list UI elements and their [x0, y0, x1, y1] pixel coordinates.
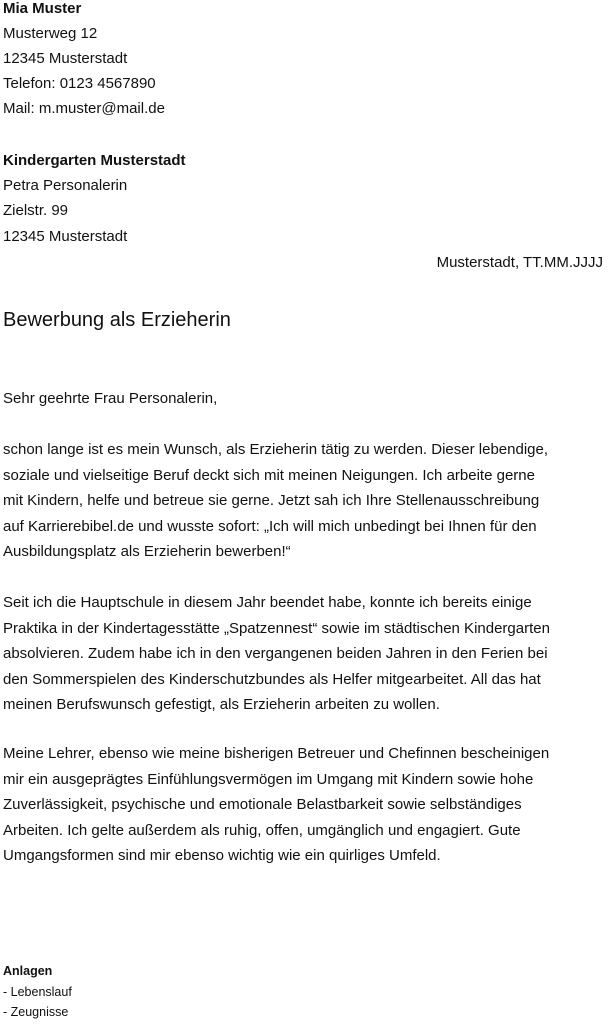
paragraph-line: schon lange ist es mein Wunsch, als Erzieherin tätig zu werden. Dieser lebendige, [3, 441, 549, 458]
letter-subject: Bewerbung als Erzieherin [3, 309, 231, 331]
paragraph-line: mit Kindern, helfe und betreue sie gerne. Jetzt sah ich Ihre Stellenausschreibung [3, 492, 540, 509]
paragraph-line: Praktika in der Kindertagesstätte „Spatzennest“ sowie im städtischen Kindergarten [3, 619, 550, 637]
recipient-city: 12345 Musterstadt [3, 228, 128, 245]
body-paragraph-3 [3, 741, 603, 869]
paragraph-line: Zuverlässigkeit, psychische und emotionale Belastbarkeit sowie selbständiges [3, 796, 522, 813]
paragraph-line: mir ein ausgeprägtes Einfühlungsvermögen im Umgang mit Kindern sowie hohe [3, 770, 534, 788]
sender-street: Musterweg 12 [3, 25, 98, 42]
paragraph-line: auf Karrierebibel.de und wusste sofort: „Ich will mich unbedingt bei Ihnen für den [3, 517, 537, 535]
paragraph-line: Arbeiten. Ich gelte außerdem als ruhig, offen, umgänglich und engagiert. Gute [3, 821, 521, 839]
paragraph-line: Ausbildungsplatz als Erzieherin bewerben!“ [3, 543, 291, 560]
attachments-heading: Anlagen [3, 964, 53, 978]
paragraph-line: absolvieren. Zudem habe ich in den vergangenen beiden Jahren in den Ferien bei [3, 645, 548, 662]
paragraph-line: soziale und vielseitige Beruf deckt sich mit meinen Neigungen. Ich arbeite gerne [3, 466, 535, 484]
paragraph-line: Umgangsformen sind mir ebenso wichtig wie ein quirliges Umfeld. [3, 847, 441, 864]
paragraph-line: Meine Lehrer, ebenso wie meine bisherigen Betreuer und Chefinnen bescheinigen [3, 745, 550, 762]
sender-name: Mia Muster [3, 0, 82, 17]
attachment-item: - Zeugnisse [3, 1005, 69, 1019]
body-paragraph-1 [3, 437, 603, 565]
attachment-item: - Lebenslauf [3, 985, 72, 999]
recipient-company: Kindergarten Musterstadt [3, 152, 186, 169]
salutation: Sehr geehrte Frau Personalerin, [3, 390, 218, 407]
letter-date: Musterstadt, TT.MM.JJJJ [436, 254, 603, 271]
body-paragraph-2 [3, 590, 603, 718]
recipient-contact: Petra Personalerin [3, 177, 128, 194]
sender-mail: Mail: m.muster@mail.de [3, 100, 165, 117]
paragraph-line: Seit ich die Hauptschule in diesem Jahr beendet habe, konnte ich bereits einige [3, 594, 532, 611]
paragraph-line: den Sommerspielen des Kinderschutzbundes als Helfer mitgearbeitet. All das hat [3, 670, 541, 688]
paragraph-line: meinen Berufswunsch gefestigt, als Erzieherin arbeiten zu wollen. [3, 696, 440, 713]
recipient-street: Zielstr. 99 [3, 202, 69, 219]
sender-city: 12345 Musterstadt [3, 50, 128, 67]
sender-phone: Telefon: 0123 4567890 [3, 75, 156, 92]
